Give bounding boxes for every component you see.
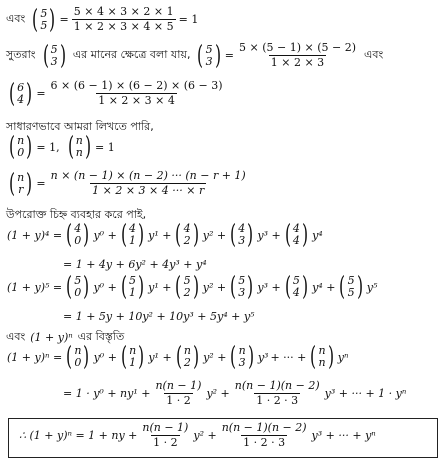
line-binom-5-3: সুতরাং ( 5 3 ) এর মানের ক্ষেত্রে বলা যায়, ( 5 3 ) = $\frac{5 \times (5 - 1) \times (5 - 2)}{1 \times 2 \times 3}$ এবং <box>6 40 384 71</box>
boxed-formula: ∴ (1 + y)ⁿ = 1 + ny + $\frac{n(n - 1)}{1 \cdot 2}$ y² + $\frac{n(n - 1)(n - 2)}{1 \cdot 2 \cdot 3}$ y³ + ··· + yⁿ <box>19 421 376 449</box>
line-expansion-5: (1 + y)⁵ = ( 5 0 ) y⁰ + ( 5 1 ) y¹ + ( 5 2 ) y² + ( 5 3 ) y³ + ( 5 4 ) y⁴ + ( 5 5 ) y⁵ <box>7 272 378 302</box>
binom-5-3: ( 5 3 ) <box>42 40 66 71</box>
line-binom-n-0: ( n 0 ) = 1, ( n n ) = 1 <box>9 132 115 162</box>
line-binom-6-4: ( 6 4 ) = $\frac{6 \times (6 - 1) \times (6 - 2) \times (6 - 3)}{1 \times 2 \times 3 \times 4}$ <box>6 80 227 107</box>
line-expansion-n: (1 + y)ⁿ = ( n 0 ) y⁰ + ( n 1 ) y¹ + ( n 2 ) y² + ( n 3 ) y³ + ··· + ( n n ) yⁿ <box>7 342 349 372</box>
line-expansion-4: (1 + y)⁴ = ( 4 0 ) y⁰ + ( 4 1 ) y¹ + ( 4 2 ) y² + ( 4 3 ) y³ + ( 4 4 ) y⁴ <box>7 220 323 250</box>
line-binom-n-r: ( n r ) = $\frac{n \times (n - 1) \times (n - 2) \cdot\cdot\cdot (n - r + 1)}{1 \times 2 \times 3 \times 4 \cdot\cdot\cdot \times r}$ <box>9 168 246 199</box>
binom-6-4: ( 6 4 ) <box>9 78 33 109</box>
text-ebong: এবং <box>6 12 26 25</box>
fraction: $\frac{5 \times 4 \times 3 \times 2 \times 1}{1 \times 2 \times 3 \times 4 \times 5}$ <box>73 5 174 33</box>
fraction: $\frac{6 \times (6 - 1) \times (6 - 2) \times (6 - 3)}{1 \times 2 \times 3 \times 4}$ <box>50 79 223 107</box>
fraction: $\frac{n \times (n - 1) \times (n - 2) \cdot\cdot\cdot (n - r + 1)}{1 \times 2 \times 3 \times 4 \cdot\cdot\cdot \times r}$ <box>50 169 246 197</box>
line-expansion-5-result: = 1 + 5y + 10y² + 10y³ + 5y⁴ + y⁵ <box>63 310 255 323</box>
line-using-notation: উপরোক্ত চিহ্ন ব্যবহার করে পাই, <box>6 208 147 221</box>
line-binom-5-5: এবং ( 5 5 ) = $\frac{5 \times 4 \times 3 \times 2 \times 1}{1 \times 2 \times 3 \times 4 \times 5}$ = 1 <box>6 4 199 35</box>
line-expansion-n-heading: এবং (1 + y)ⁿ এর বিস্তৃতি <box>6 330 125 344</box>
fraction: $\frac{5 \times (5 - 1) \times (5 - 2)}{1 \times 2 \times 3}$ <box>238 41 356 69</box>
binom-5-5: ( 5 5 ) <box>32 4 56 35</box>
line-expansion-n-result: = 1 · y⁰ + ny¹ + $\frac{n(n - 1)}{1 \cdot 2}$ y² + $\frac{n(n - 1)(n - 2)}{1 \cdot 2 \cdot 3}$ y³ + ··· + 1 · yⁿ <box>63 379 407 407</box>
line-expansion-4-result: = 1 + 4y + 6y² + 4y³ + y⁴ <box>63 258 207 271</box>
line-general-text: সাধারণভাবে আমরা লিখতে পারি, <box>6 120 154 133</box>
